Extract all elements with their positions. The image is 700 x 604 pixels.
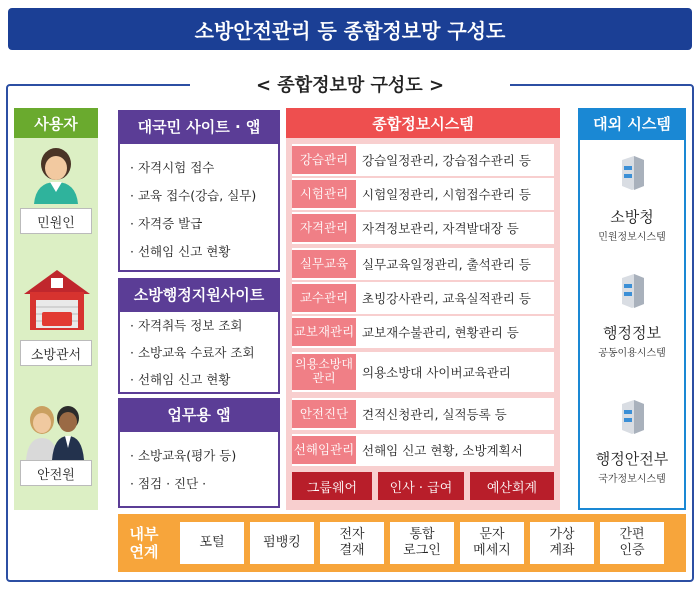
external-sub: 국가정보시스템 — [598, 474, 666, 485]
system-desc: 시험일정관리, 시험접수관리 등 — [362, 187, 531, 202]
fire-station-icon — [22, 268, 92, 332]
diagram-title: < 종합정보망 구성도 > — [190, 70, 510, 98]
system-desc: 자격정보관리, 자격발대장 등 — [362, 221, 519, 236]
work-app-item: · 소방교육(평가 등) — [130, 448, 237, 463]
users-header: 사용자 — [14, 108, 98, 138]
admin-site-item: · 소방교육 수료자 조회 — [130, 345, 255, 360]
system-row — [292, 352, 554, 392]
work-app-header: 업무용 앱 — [118, 398, 280, 430]
system-row — [292, 316, 554, 348]
budget-accounting-button[interactable]: 예산회계 — [470, 472, 554, 500]
user-label-staff: 안전원 — [20, 460, 92, 486]
system-tag: 의용소방대관리 — [292, 354, 356, 390]
external-name: 행정정보 — [603, 324, 661, 342]
external-sub: 공동이용시스템 — [598, 348, 666, 359]
system-row — [292, 282, 554, 314]
system-desc: 견적신청관리, 실적등록 등 — [362, 407, 507, 422]
admin-site-header: 소방행정지원사이트 — [118, 278, 280, 310]
public-site-box — [118, 142, 280, 272]
civilian-icon — [28, 146, 84, 204]
groupware-button[interactable]: 그룹웨어 — [292, 472, 372, 500]
system-row — [292, 144, 554, 176]
hr-payroll-button[interactable]: 인사 · 급여 — [378, 472, 464, 500]
system-header: 종합정보시스템 — [286, 108, 560, 138]
internal-link-login[interactable]: 통합 로그인 — [390, 522, 454, 564]
system-desc: 선해임 신고 현황, 소방계획서 — [362, 443, 523, 458]
internal-link-sms[interactable]: 문자 메세지 — [460, 522, 524, 564]
system-row — [292, 434, 554, 466]
system-desc: 실무교육일정관리, 출석관리 등 — [362, 257, 531, 272]
admin-site-item: · 자격취득 정보 조회 — [130, 318, 243, 333]
internal-link-approval[interactable]: 전자 결재 — [320, 522, 384, 564]
public-site-item: · 선해임 신고 현황 — [130, 244, 231, 259]
public-site-header: 대국민 사이트 · 앱 — [118, 110, 280, 142]
user-label-fire-station: 소방관서 — [20, 340, 92, 366]
admin-site-box — [118, 310, 280, 394]
external-name: 행정안전부 — [595, 450, 669, 468]
system-desc: 강습일정관리, 강습접수관리 등 — [362, 153, 531, 168]
system-tag: 강습관리 — [292, 146, 356, 174]
system-tag: 시험관리 — [292, 180, 356, 208]
system-tag: 선해임관리 — [292, 436, 356, 464]
server-icon — [618, 154, 646, 190]
internal-link-virtual-account[interactable]: 가상 계좌 — [530, 522, 594, 564]
system-tag: 안전진단 — [292, 400, 356, 428]
system-tag: 교보재관리 — [292, 318, 356, 346]
system-row — [292, 212, 554, 244]
page-title: 소방안전관리 등 종합정보망 구성도 — [8, 8, 692, 50]
system-desc: 교보재수불관리, 현황관리 등 — [362, 325, 519, 340]
system-tag: 교수관리 — [292, 284, 356, 312]
internal-link-portal[interactable]: 포털 — [180, 522, 244, 564]
staff-icon — [24, 404, 86, 460]
system-row — [292, 178, 554, 210]
external-name: 소방청 — [610, 208, 654, 226]
internal-links-label: 내부 연계 — [129, 525, 159, 561]
server-icon — [618, 398, 646, 434]
public-site-item: · 교육 접수(강습, 실무) — [130, 188, 257, 203]
work-app-item: · 점검 · 진단 · — [130, 476, 207, 491]
system-tag: 자격관리 — [292, 214, 356, 242]
server-icon — [618, 272, 646, 308]
system-desc: 초빙강사관리, 교육실적관리 등 — [362, 291, 531, 306]
system-row — [292, 248, 554, 280]
work-app-box — [118, 430, 280, 508]
external-sub: 민원정보시스템 — [598, 232, 666, 243]
internal-link-firmbanking[interactable]: 펌뱅킹 — [250, 522, 314, 564]
system-tag: 실무교육 — [292, 250, 356, 278]
external-header: 대외 시스템 — [578, 108, 686, 138]
public-site-item: · 자격시험 접수 — [130, 160, 215, 175]
internal-link-auth[interactable]: 간편 인증 — [600, 522, 664, 564]
system-row — [292, 398, 554, 430]
public-site-item: · 자격증 발급 — [130, 216, 203, 231]
user-label-civilian: 민원인 — [20, 208, 92, 234]
admin-site-item: · 선해임 신고 현황 — [130, 372, 231, 387]
system-desc: 의용소방대 사이버교육관리 — [362, 365, 511, 380]
